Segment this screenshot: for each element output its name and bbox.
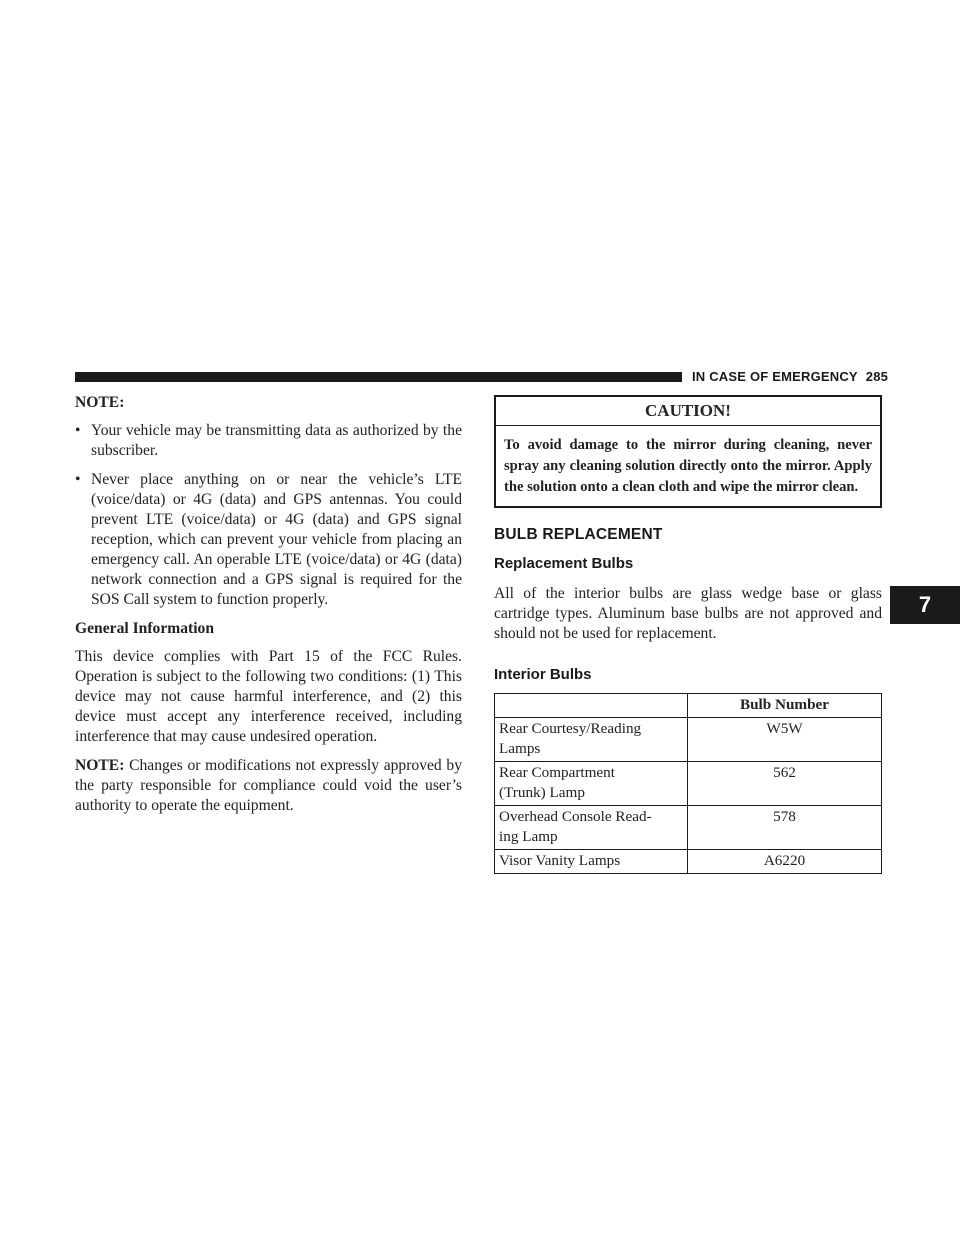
table-row — [495, 718, 882, 762]
bullet-icon: • — [75, 471, 81, 488]
table-cell-location: Overhead Console Read- ing Lamp — [495, 806, 688, 850]
chapter-tab: 7 — [890, 586, 960, 624]
page-number: 285 — [865, 369, 889, 384]
table-cell-bulb: W5W — [688, 718, 882, 762]
running-header — [692, 369, 888, 384]
replacement-bulbs-heading: Replacement Bulbs — [494, 555, 634, 572]
note-title: NOTE: — [75, 394, 125, 411]
table-cell-bulb: 562 — [688, 762, 882, 806]
table-cell-location: Rear Courtesy/Reading Lamps — [495, 718, 688, 762]
table-header-location — [495, 694, 688, 718]
note-text: Changes or modifications not expressly approved by the party responsible for compliance could void the user’s authority to operate the equipment. — [75, 757, 462, 814]
fcc-paragraph: This device complies with Part 15 of the FCC Rules. Operation is subject to the following two conditions: (1) This device may not cause harmful interference, and (2) this device must accept any interference received, including interference that may cause undesired operation. — [75, 648, 462, 745]
caution-title: CAUTION! — [496, 397, 880, 426]
table-cell-location: Visor Vanity Lamps — [495, 850, 688, 874]
table-header-row — [495, 694, 882, 718]
right-column — [494, 395, 882, 874]
caution-box — [494, 395, 882, 508]
table-cell-bulb: 578 — [688, 806, 882, 850]
caution-text: To avoid damage to the mirror during cleaning, never spray any cleaning solution directly onto the mirror. Apply the solution onto a clean cloth and wipe the mirror clean. — [504, 437, 872, 495]
bullet-icon: • — [75, 422, 81, 439]
table-row — [495, 850, 882, 874]
interior-bulbs-table — [494, 693, 882, 874]
table-cell-bulb: A6220 — [688, 850, 882, 874]
list-item: • Your vehicle may be transmitting data as authorized by the subscriber. — [75, 422, 462, 459]
list-item: • Never place anything on or near the vehicle’s LTE (voice/data) or 4G (data) and GPS antennas. You could prevent LTE (voice/data) or 4G (data) and GPS signal reception, which can prevent your vehicle from placing an emergency call. An operable LTE (voice/data) or 4G (data) network connection and a GPS signal is required for the SOS Call system to function properly. — [75, 471, 462, 608]
note-label: NOTE: — [75, 757, 125, 774]
general-information-heading: General Information — [75, 620, 215, 637]
replacement-paragraph: All of the interior bulbs are glass wedge base or glass cartridge types. Aluminum base bulbs are not approved and should not be used for replacement. — [494, 585, 882, 642]
table-cell-location: Rear Compartment (Trunk) Lamp — [495, 762, 688, 806]
table-header-bulb-number: Bulb Number — [688, 694, 882, 718]
table-row — [495, 762, 882, 806]
section-title: IN CASE OF EMERGENCY — [692, 369, 858, 384]
note-bullet-list — [75, 421, 462, 610]
fcc-note-paragraph — [75, 756, 462, 816]
interior-bulbs-heading: Interior Bulbs — [494, 666, 592, 683]
table-row — [495, 806, 882, 850]
left-column — [75, 393, 462, 825]
header-rule — [75, 372, 682, 382]
section-heading: BULB REPLACEMENT — [494, 526, 663, 543]
